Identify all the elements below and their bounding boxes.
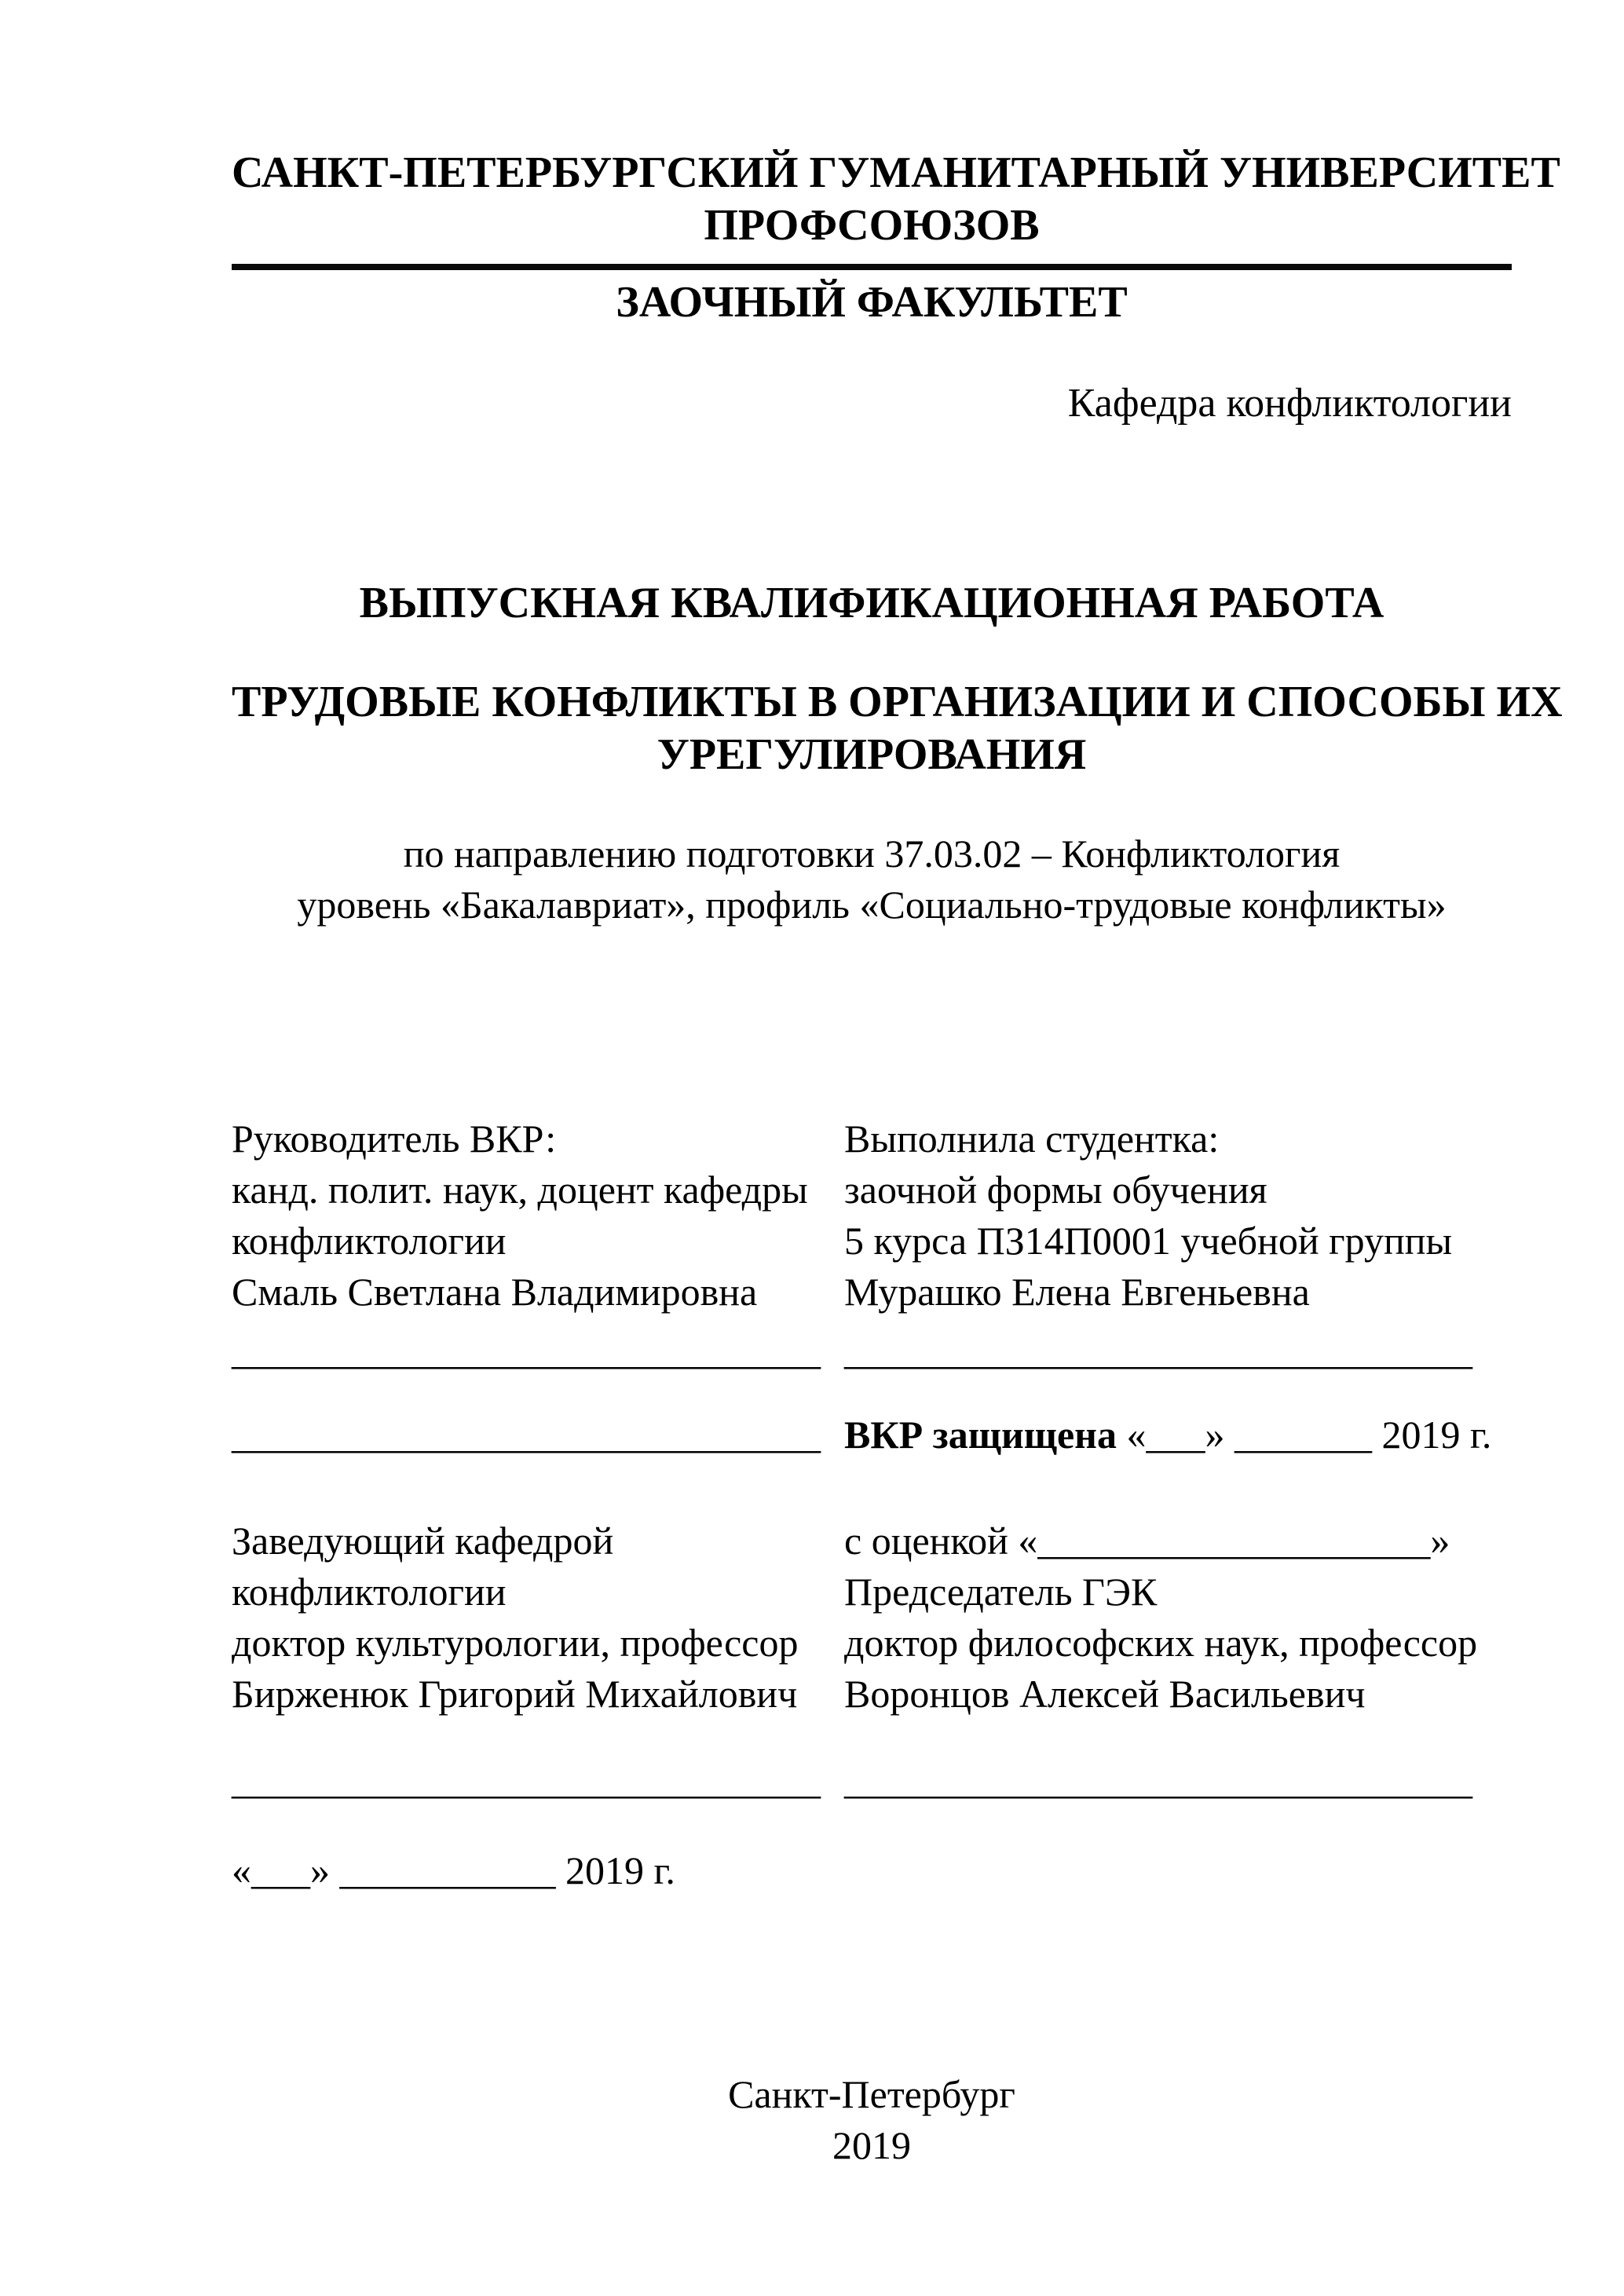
head-of-department-line3: доктор культурологии, профессор (232, 1621, 799, 1665)
university-name-line2: ПРОФСОЮЗОВ (704, 201, 1040, 250)
head-of-department-line2: конфликтологии (232, 1570, 507, 1614)
gek-chair-line2: доктор философских наук, профессор (844, 1621, 1478, 1665)
date-line: «___» ___________ 2019 г. (232, 1848, 675, 1892)
supervisor-degree-line2: конфликтологии (232, 1219, 507, 1263)
head-of-department-column (232, 1515, 844, 1720)
defense-defended-label: ВКР защищена (844, 1413, 1117, 1457)
program-level-profile: уровень «Бакалавриат», профиль «Социально-трудовые конфликты» (297, 883, 1447, 927)
footer-year: 2019 (832, 2123, 911, 2167)
work-type-heading: ВЫПУСКНАЯ КВАЛИФИКАЦИОННАЯ РАБОТА (359, 579, 1384, 627)
department-name: Кафедра конфликтологии (1067, 381, 1512, 426)
gek-chair-column (844, 1515, 1512, 1720)
student-signature-line: ________________________________ (844, 1329, 1472, 1373)
defense-row (232, 1409, 1512, 1461)
defense-defended-rest: «___» _______ 2019 г. (1116, 1413, 1492, 1457)
signature-lines-row (232, 1755, 1512, 1806)
gek-chair-signature-line: ________________________________ (844, 1758, 1472, 1802)
footer (232, 2069, 1512, 2171)
header-divider-rule (232, 264, 1512, 270)
student-column (844, 1113, 1512, 1377)
head-of-department-signature-line: ______________________________ (232, 1758, 821, 1802)
supervisor-degree-line1: канд. полит. наук, доцент кафедры (232, 1168, 808, 1212)
university-name (232, 147, 1560, 252)
gek-chair-name: Воронцов Алексей Васильевич (844, 1672, 1366, 1716)
supervisor-label: Руководитель ВКР: (232, 1117, 557, 1161)
defense-date-column (844, 1409, 1512, 1461)
thesis-title-line1: ТРУДОВЫЕ КОНФЛИКТЫ В ОРГАНИЗАЦИИ И СПОСОБЫ ИХ (232, 678, 1563, 726)
supervisor-column (232, 1113, 844, 1377)
student-name: Мурашко Елена Евгеньевна (844, 1270, 1310, 1314)
footer-city: Санкт-Петербург (728, 2072, 1015, 2116)
head-of-department-signature-column (232, 1755, 844, 1806)
defense-date-line (844, 1409, 1512, 1461)
faculty-name: ЗАОЧНЫЙ ФАКУЛЬТЕТ (616, 278, 1128, 327)
supervisor-signature-line: ______________________________ (232, 1329, 821, 1373)
thesis-title (232, 676, 1563, 781)
signatories-block-2 (232, 1515, 1512, 1720)
student-label: Выполнила студентка: (844, 1117, 1220, 1161)
head-of-department-name: Бирженюк Григорий Михайлович (232, 1672, 798, 1716)
grade-line: с оценкой «____________________» (844, 1519, 1450, 1563)
supervisor-approval-line: ______________________________ (232, 1413, 821, 1457)
student-info-line1: заочной формы обучения (844, 1168, 1267, 1212)
signatories-block-1 (232, 1113, 1512, 1377)
gek-chair-signature-column (844, 1755, 1512, 1806)
university-name-line1: САНКТ-ПЕТЕРБУРГСКИЙ ГУМАНИТАРНЫЙ УНИВЕРСИТЕТ (232, 148, 1560, 197)
supervisor-approval-column (232, 1409, 844, 1461)
program-info (232, 828, 1512, 930)
gek-chair-line1: Председатель ГЭК (844, 1570, 1158, 1614)
program-direction: по направлению подготовки 37.03.02 – Конфликтология (403, 832, 1341, 876)
supervisor-name: Смаль Светлана Владимировна (232, 1270, 758, 1314)
student-info-line2: 5 курса ПЗ14П0001 учебной группы (844, 1219, 1453, 1263)
head-of-department-line1: Заведующий кафедрой (232, 1519, 614, 1563)
thesis-title-line2: УРЕГУЛИРОВАНИЯ (657, 730, 1087, 779)
